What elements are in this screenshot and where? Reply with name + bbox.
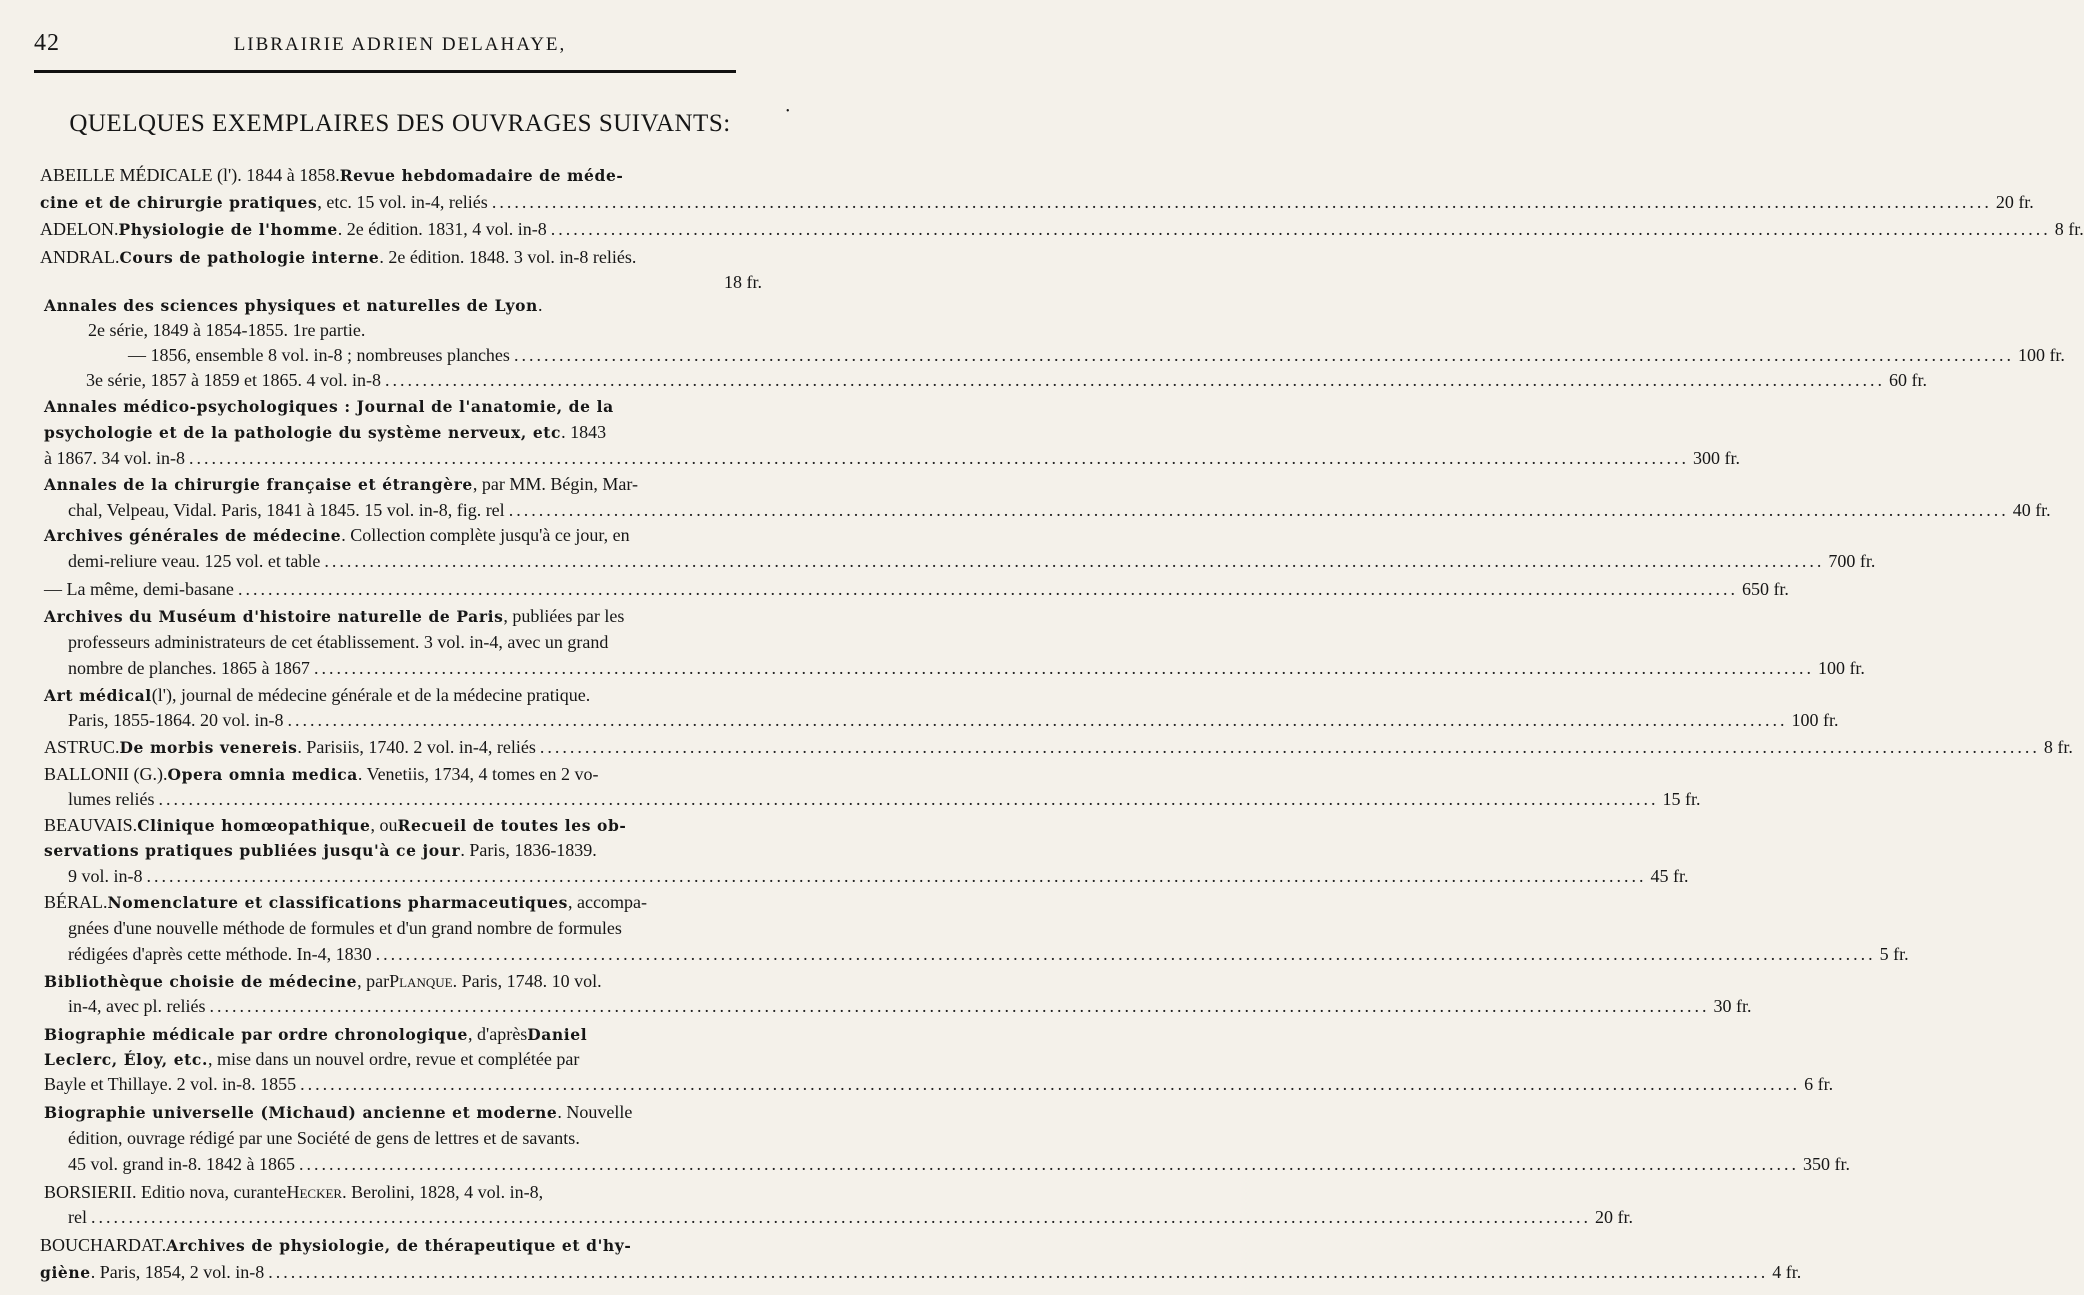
entry-text: . Paris, 1854, 2 vol. in-8 <box>90 1262 265 1282</box>
price: 700 fr. <box>1828 551 1876 571</box>
entry-text: — 1856, ensemble 8 vol. in-8 ; nombreuses planches <box>128 345 510 365</box>
entry-text: nombre de planches. 1865 à 1867 <box>68 658 310 678</box>
entry-text: ASTRUC. <box>44 737 120 757</box>
entry-text: . Collection complète jusqu'à ce jour, en <box>341 525 630 545</box>
entry-text: Planque <box>389 971 453 991</box>
catalogue-line <box>44 813 762 839</box>
catalogue-line <box>44 604 762 630</box>
catalogue-line <box>44 472 762 498</box>
entry-title: Bibliothèque choisie de médecine <box>44 972 358 991</box>
catalogue-line <box>68 942 1909 968</box>
entry-text: gnées d'une nouvelle méthode de formules et d'un grand nombre de formules <box>68 918 622 938</box>
leader-dots: ........................................................................................................................................................................................................ <box>513 345 2014 365</box>
entry-title: Art médical <box>44 686 152 705</box>
leader-dots: ........................................................................................................................................................................................................ <box>237 579 1738 599</box>
page-number: 42 <box>34 30 60 56</box>
catalogue-line <box>44 735 2073 761</box>
catalogue-line <box>44 762 762 788</box>
entry-title: Biographie médicale par ordre chronologique <box>44 1025 468 1044</box>
catalogue-line <box>40 245 762 271</box>
leader-dots: ........................................................................................................................................................................................................ <box>508 500 2009 520</box>
price: 15 fr. <box>1662 789 1701 809</box>
entry-text: rédigées d'après cette méthode. In-4, 1830 <box>68 944 372 964</box>
entry-text: Paris, 1855-1864. 20 vol. in-8 <box>68 710 284 730</box>
entry-text: . <box>537 295 543 315</box>
entry-text: . 1844 à 1858. <box>237 165 340 185</box>
entry-text: BÉRAL. <box>44 892 108 912</box>
entry-text: , par MM. Bégin, Mar- <box>472 474 638 494</box>
entry-text: chal, Velpeau, Vidal. Paris, 1841 à 1845. 15 vol. in-8, fig. rel <box>68 500 505 520</box>
entry-text: 9 vol. in-8 <box>68 866 143 886</box>
leader-dots: ........................................................................................................................................................................................................ <box>384 370 1885 390</box>
entry-text: 3e série, 1857 à 1859 et 1865. 4 vol. in-8 <box>86 370 381 390</box>
entry-text: , par <box>357 971 390 991</box>
price: 30 fr. <box>1713 996 1752 1016</box>
price: 8 fr. <box>2043 737 2073 757</box>
entry-text: , etc. 15 vol. in-4, reliés <box>317 192 488 212</box>
price: 650 fr. <box>1741 579 1789 599</box>
section-heading: QUELQUES EXEMPLAIRES DES OUVRAGES SUIVANTS: <box>69 110 731 137</box>
entry-text: . 1843 <box>561 422 607 442</box>
entry-text: . Parisiis, 1740. 2 vol. in-4, reliés <box>297 737 536 757</box>
entry-title: Nomenclature et classifications pharmaceutiques <box>107 893 568 912</box>
leader-dots: ........................................................................................................................................................................................................ <box>287 710 1788 730</box>
entry-text: . Berolini, 1828, 4 vol. in-8, <box>342 1182 544 1202</box>
price: 40 fr. <box>2012 500 2051 520</box>
entry-title: Cours de pathologie interne <box>119 248 380 267</box>
entry-text: , d'après <box>468 1024 528 1044</box>
entry-text: , publiées par les <box>503 606 625 626</box>
entry-text: ANDRAL. <box>40 247 120 267</box>
entry-text: édition, ouvrage rédigé par une Société de gens de lettres et de savants. <box>68 1128 580 1148</box>
price: 18 fr. <box>724 272 762 292</box>
catalogue-line <box>68 916 762 942</box>
entry-title: Physiologie de l'homme <box>118 220 338 239</box>
catalogue-line <box>44 1047 762 1073</box>
entry-text: . 2e édition. 1831, 4 vol. in-8 <box>337 219 547 239</box>
entry-text: in-4, avec pl. reliés <box>68 996 206 1016</box>
catalogue-line <box>68 708 1839 734</box>
entry-text: rel <box>68 1207 87 1227</box>
catalogue-line <box>44 395 762 421</box>
entry-text: ABEILLE MÉDICALE (l') <box>40 165 238 185</box>
entry-title: Daniel <box>527 1025 588 1044</box>
price: 5 fr. <box>1879 944 1909 964</box>
catalogue-line <box>44 969 762 995</box>
entry-title: Clinique homœopathique <box>137 816 371 835</box>
leader-dots: ........................................................................................................................................................................................................ <box>313 658 1814 678</box>
catalogue-line <box>88 318 762 344</box>
entry-title: Biographie universelle (Michaud) ancienne et moderne <box>44 1103 558 1122</box>
entry-title: Annales de la chirurgie française et étrangère <box>44 475 473 494</box>
entry-title: Annales médico-psychologiques : Journal de l'anatomie, de la <box>44 397 614 416</box>
publisher-header: LIBRAIRIE ADRIEN DELAHAYE, <box>233 34 567 55</box>
leader-dots: ........................................................................................................................................................................................................ <box>375 944 1876 964</box>
entry-title: De morbis venereis <box>119 738 298 757</box>
leader-dots: ........................................................................................................................................................................................................ <box>189 448 1689 468</box>
price: 300 fr. <box>1693 448 1740 468</box>
entry-text: BORSIERII. Editio nova, curante <box>44 1182 287 1202</box>
entry-text: demi-reliure veau. 125 vol. et table <box>68 551 321 571</box>
catalogue-line <box>68 549 1876 575</box>
price: 100 fr. <box>1817 658 1865 678</box>
catalogue-line <box>44 446 1740 472</box>
entry-title: psychologie et de la pathologie du système nerveux, etc <box>44 423 562 442</box>
entry-text: BEAUVAIS. <box>44 815 138 835</box>
leader-dots: ........................................................................................................................................................................................................ <box>209 996 1710 1016</box>
entry-title: Annales des sciences physiques et naturelles de Lyon <box>44 296 538 315</box>
leader-dots: ........................................................................................................................................................................................................ <box>550 219 2051 239</box>
entry-text: à 1867. 34 vol. in-8 <box>44 448 185 468</box>
margin-mark: • <box>786 106 790 117</box>
catalogue-line <box>44 577 1789 603</box>
catalogue-line <box>68 498 2051 524</box>
catalogue-line <box>44 1100 762 1126</box>
price: 350 fr. <box>1802 1154 1850 1174</box>
catalogue-line <box>128 343 2065 369</box>
price: 20 fr. <box>1995 192 2034 212</box>
entry-text: BOUCHARDAT. <box>40 1235 167 1255</box>
catalogue-line <box>68 787 1701 813</box>
catalogue-line <box>68 1152 1850 1178</box>
entry-text: . 2e édition. 1848. 3 vol. in-8 reliés. <box>379 247 637 267</box>
entry-text: lumes reliés <box>68 789 155 809</box>
price: 100 fr. <box>1791 710 1839 730</box>
catalogue-line <box>44 1180 762 1206</box>
price: 6 fr. <box>1804 1074 1834 1094</box>
entry-title: servations pratiques publiées jusqu'à ce jour <box>44 841 461 860</box>
catalogue-line <box>40 1260 1802 1286</box>
catalogue-line <box>68 1126 762 1152</box>
entry-text: , ou <box>370 815 398 835</box>
price: 100 fr. <box>2017 345 2065 365</box>
entry-text: Hecker <box>286 1182 343 1202</box>
catalogue-line <box>44 420 762 446</box>
leader-dots: ........................................................................................................................................................................................................ <box>268 1262 1769 1282</box>
entry-text: Bayle et Thillaye. 2 vol. in-8. 1855 <box>44 1074 297 1094</box>
catalogue-line <box>68 630 762 656</box>
entry-text: (l'), journal de médecine générale et de la médecine pratique. <box>151 685 591 705</box>
price: 45 fr. <box>1650 866 1689 886</box>
entry-text: . Nouvelle <box>557 1102 633 1122</box>
catalogue-line <box>68 864 1689 890</box>
leader-dots: ........................................................................................................................................................................................................ <box>300 1074 1801 1094</box>
leader-dots: ........................................................................................................................................................................................................ <box>539 737 2040 757</box>
price: 20 fr. <box>1594 1207 1633 1227</box>
leader-dots: ........................................................................................................................................................................................................ <box>90 1207 1591 1227</box>
entry-title: cine et de chirurgie pratiques <box>40 193 318 212</box>
entry-text: , mise dans un nouvel ordre, revue et complétée par <box>207 1049 580 1069</box>
catalogue-line <box>40 163 762 189</box>
entry-text: 45 vol. grand in-8. 1842 à 1865 <box>68 1154 295 1174</box>
entry-title: Recueil de toutes les ob- <box>397 816 627 835</box>
leader-dots: ........................................................................................................................................................................................................ <box>324 551 1825 571</box>
catalogue-line <box>44 838 762 864</box>
entry-title: Archives générales de médecine <box>44 526 342 545</box>
entry-text: . Venetiis, 1734, 4 tomes en 2 vo- <box>357 764 599 784</box>
entry-text: , accompa- <box>568 892 647 912</box>
entry-title: Leclerc, Éloy, etc. <box>44 1050 208 1069</box>
leader-dots: ........................................................................................................................................................................................................ <box>158 789 1659 809</box>
price: 60 fr. <box>1888 370 1927 390</box>
entry-title: Opera omnia medica <box>167 765 358 784</box>
entry-text: professeurs administrateurs de cet établissement. 3 vol. in-4, avec un grand <box>68 632 609 652</box>
price: 8 fr. <box>2054 219 2084 239</box>
entry-text: . Paris, 1748. 10 vol. <box>452 971 602 991</box>
leader-dots: ........................................................................................................................................................................................................ <box>298 1154 1799 1174</box>
catalogue-line <box>44 293 762 319</box>
catalogue-line <box>86 368 1927 394</box>
entry-text: ADELON. <box>40 219 119 239</box>
catalogue-line <box>40 217 2084 243</box>
entry-title: Archives de physiologie, de thérapeutique et d'hy- <box>166 1236 632 1255</box>
catalogue-line <box>44 1022 762 1048</box>
entry-title: Revue hebdomadaire de méde- <box>339 166 624 185</box>
catalogue-line <box>44 523 762 549</box>
catalogue-line <box>68 656 1865 682</box>
entry-title: giène <box>40 1263 91 1282</box>
entry-text: . Paris, 1836-1839. <box>460 840 597 860</box>
entry-text: BALLONII (G.). <box>44 764 168 784</box>
catalogue-line <box>68 994 1752 1020</box>
catalogue-line <box>40 1233 762 1259</box>
catalogue-line <box>68 1205 1633 1231</box>
entry-text: 2e série, 1849 à 1854-1855. 1re partie. <box>88 320 366 340</box>
leader-dots: ........................................................................................................................................................................................................ <box>146 866 1647 886</box>
price: 4 fr. <box>1772 1262 1802 1282</box>
catalogue-line <box>40 190 2034 216</box>
catalogue-line <box>44 1072 1834 1098</box>
entry-title: Archives du Muséum d'histoire naturelle de Paris <box>44 607 504 626</box>
leader-dots: ........................................................................................................................................................................................................ <box>491 192 1992 212</box>
catalogue-line <box>44 683 762 709</box>
entry-text: — La même, demi-basane <box>44 579 234 599</box>
catalogue-line <box>44 890 762 916</box>
